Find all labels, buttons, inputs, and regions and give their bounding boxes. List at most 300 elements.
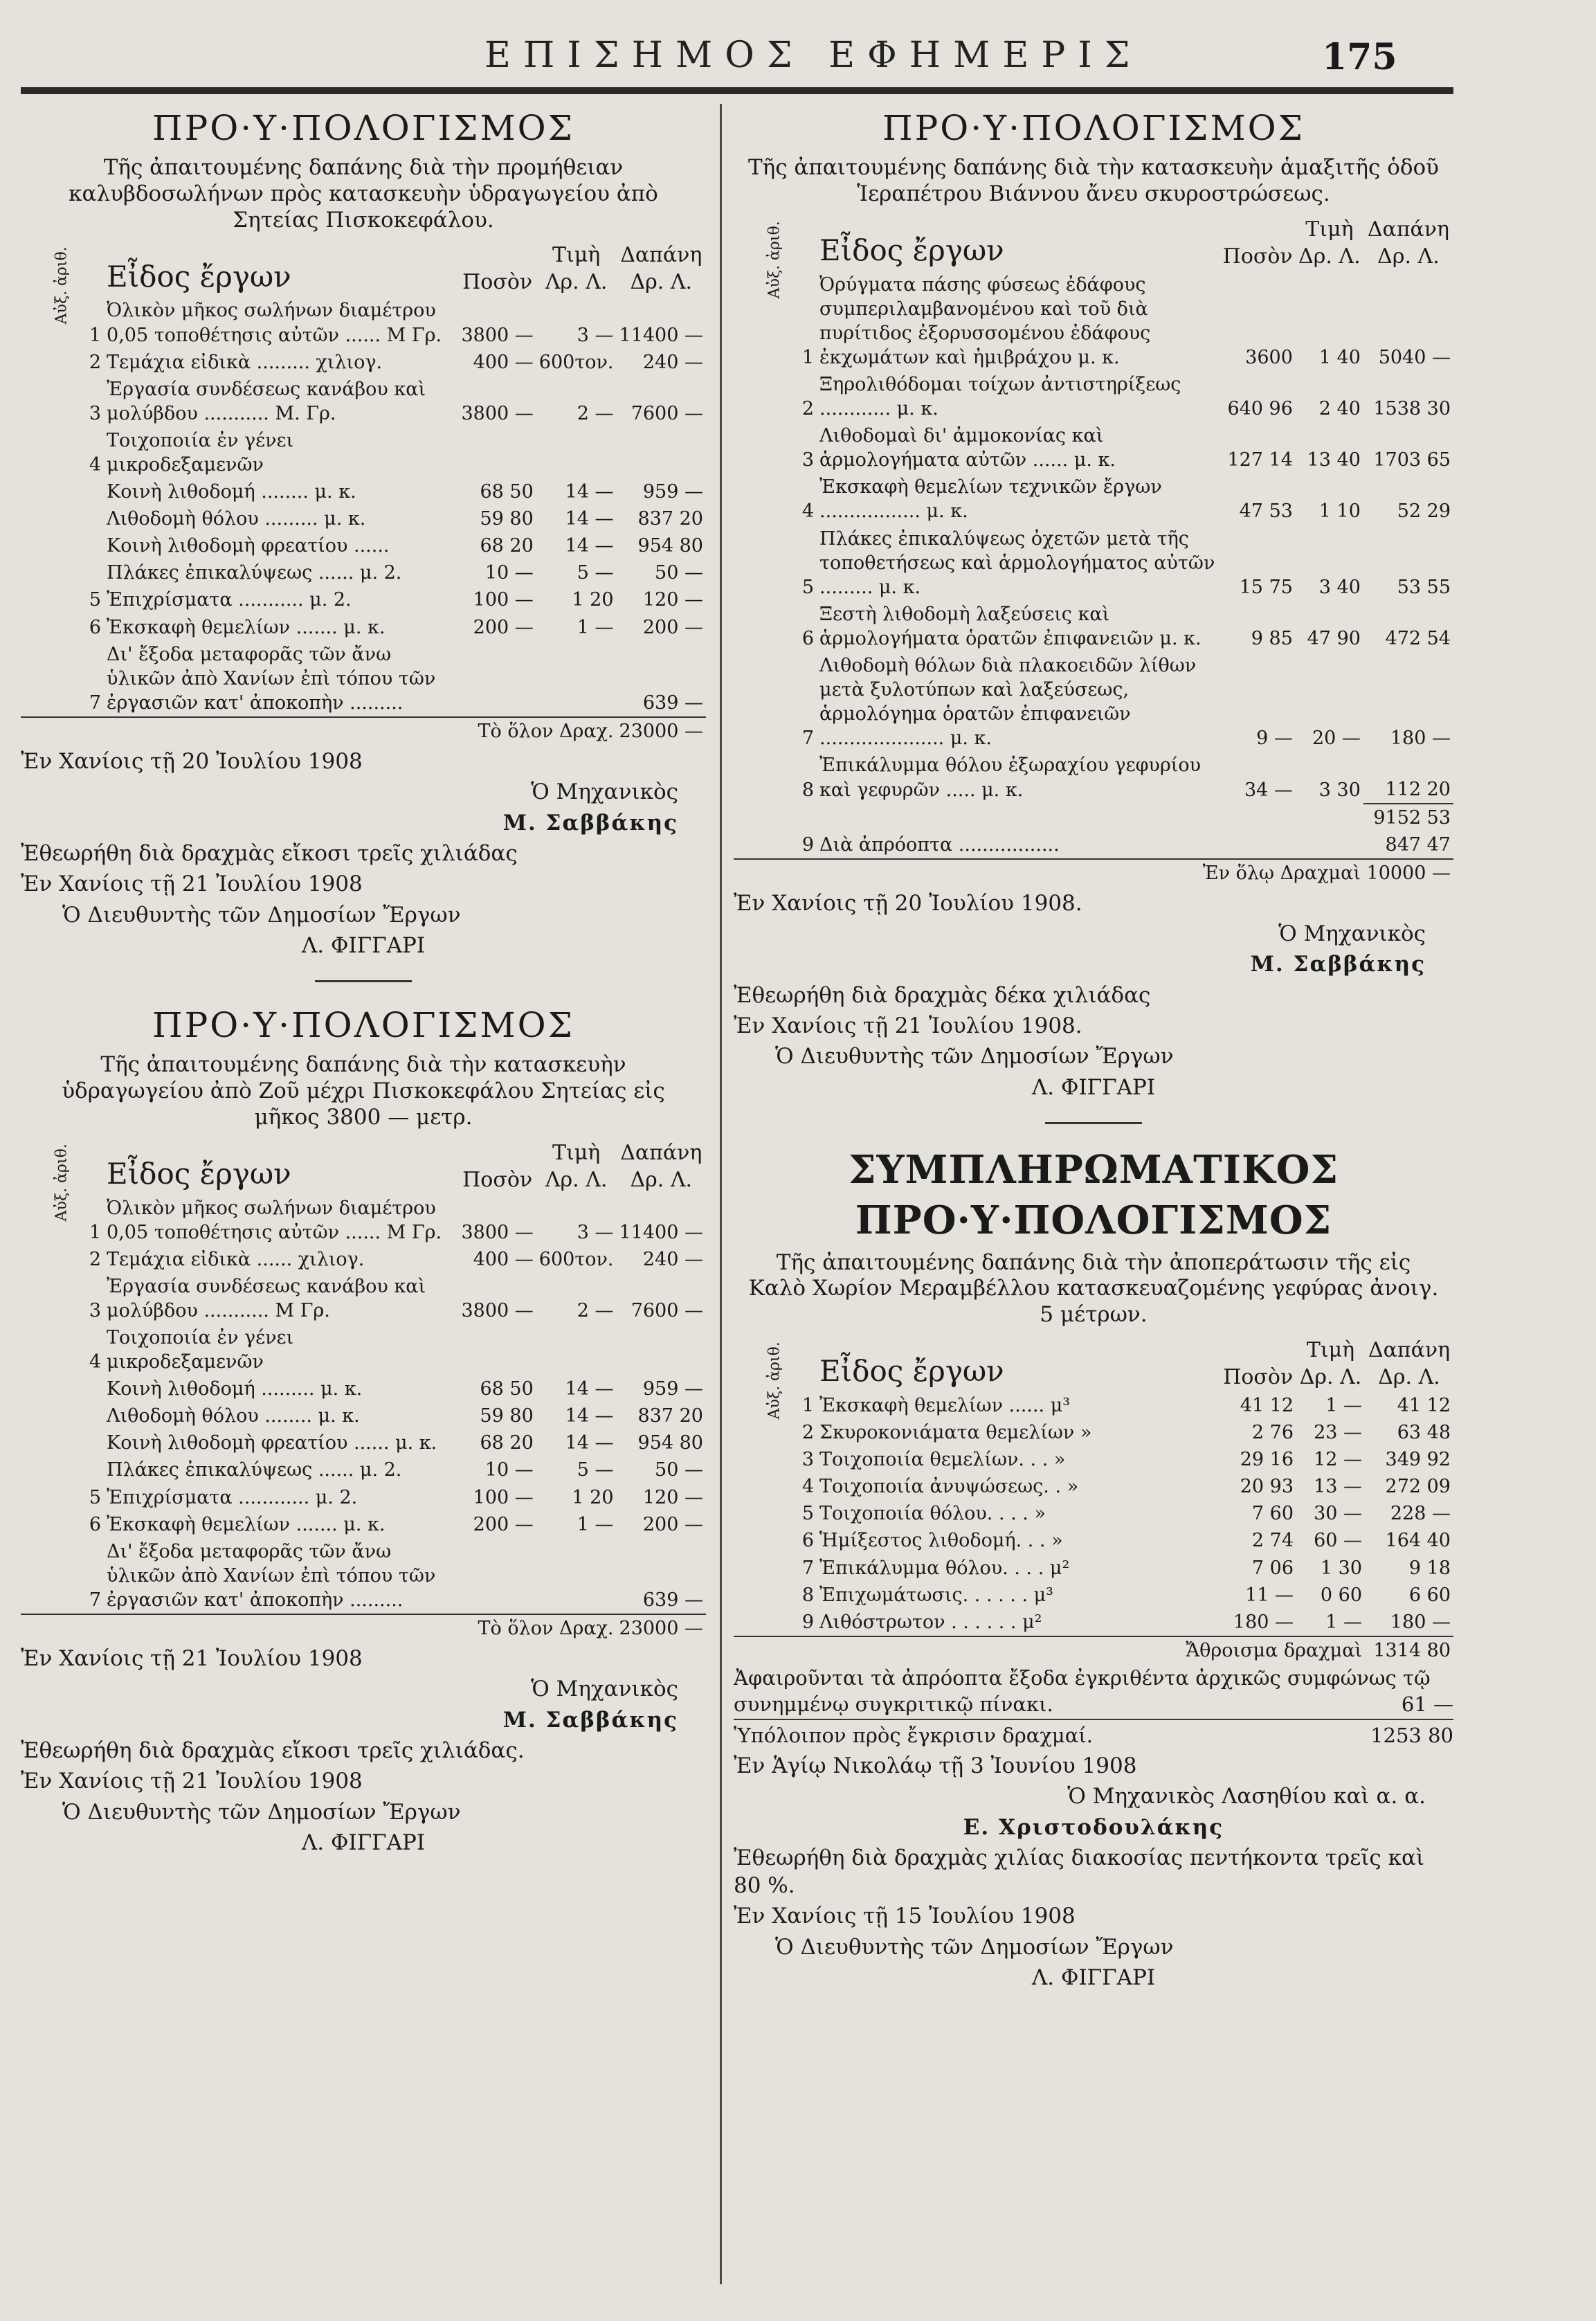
item-number: 5 xyxy=(801,1503,815,1525)
table-row xyxy=(21,427,706,478)
table-row xyxy=(734,1555,1453,1582)
table-row xyxy=(21,1456,706,1483)
item-description: Ἐργασία συνδέσεως κανάβου καὶ μολύβδου ........... Μ. Γρ. xyxy=(107,378,426,424)
aux-number-header: Αὐξ. ἀριθ. xyxy=(765,1342,783,1420)
approval-text: Ἐθεωρήθη διὰ δραχμὰς εἴκοσι τρεῖς χιλιάδας xyxy=(21,840,518,866)
total-label: Ἐν ὅλῳ Δραχμαὶ xyxy=(817,859,1363,887)
remaining-value: 1253 80 xyxy=(1370,1724,1453,1748)
item-cost: 272 09 xyxy=(1385,1476,1451,1498)
item-price: 1 40 xyxy=(1318,346,1361,368)
item-quantity: 2 74 xyxy=(1251,1530,1294,1552)
item-description: Ὀλικὸν μῆκος σωλήνων διαμέτρου 0,05 τοποθέτησις αὐτῶν ...... Μ Γρ. xyxy=(107,300,442,346)
director-name: Λ. ΦΙΓΓΑΡΙ xyxy=(301,1830,426,1855)
subtotal-value: 9152 53 xyxy=(1363,804,1453,831)
item-price: 5 — xyxy=(577,1459,614,1481)
table-row xyxy=(21,505,706,532)
price-header: Τιμὴ Λρ. Λ. xyxy=(545,1140,608,1192)
item-description: Κοινὴ λιθοδομὴ φρεατίου ...... μ. κ. xyxy=(107,1432,437,1454)
table-header-row xyxy=(734,1335,1453,1392)
director-title: Ὁ Διευθυντὴς τῶν Δημοσίων Ἔργων xyxy=(62,902,461,928)
item-number: 8 xyxy=(801,1584,815,1606)
item-cost: 954 80 xyxy=(637,535,703,557)
section-separator xyxy=(315,980,412,982)
item-number xyxy=(21,478,104,505)
table-row xyxy=(21,1195,706,1246)
item-quantity: 127 14 xyxy=(1227,449,1293,471)
item-cost: 5040 — xyxy=(1378,346,1451,368)
kind-header: Εἶδος ἔργων xyxy=(819,233,1004,268)
item-price: 3 40 xyxy=(1318,576,1361,598)
item-cost: 7600 — xyxy=(631,402,703,424)
table-row xyxy=(21,1429,706,1456)
item-quantity: 11 — xyxy=(1245,1584,1294,1606)
item-price: 1 20 xyxy=(572,1486,614,1508)
total-label: Τὸ ὅλον Δραχ. xyxy=(104,1614,616,1642)
table-row xyxy=(734,1473,1453,1500)
item-quantity: 100 — xyxy=(473,589,534,611)
item-price: 3 — xyxy=(577,1221,614,1243)
table-row xyxy=(734,752,1453,803)
item-number: 3 xyxy=(89,402,102,424)
deduction-line xyxy=(734,1665,1453,1717)
item-number xyxy=(21,559,104,586)
page-number: 175 xyxy=(1322,36,1397,78)
director-name: Λ. ΦΙΓΓΑΡΙ xyxy=(1031,1074,1156,1100)
item-cost: 959 — xyxy=(642,1378,703,1400)
item-number: 2 xyxy=(801,398,815,420)
item-price: 14 — xyxy=(565,481,614,503)
item-number: 1 xyxy=(89,324,102,346)
item-price: 1 — xyxy=(577,616,614,638)
table-row xyxy=(734,1527,1453,1554)
item-quantity: 7 06 xyxy=(1251,1557,1294,1579)
budget-section-3 xyxy=(734,106,1453,1101)
item-number xyxy=(21,1429,104,1456)
item-quantity: 200 — xyxy=(473,1513,534,1535)
engineer-name: Μ. Σαββάκης xyxy=(502,810,678,836)
item-quantity: 34 — xyxy=(1244,779,1293,801)
item-quantity: 68 50 xyxy=(480,481,534,503)
section-title: ΠΡΟ·Υ·ΠΟΛΟΓΙΣΜΟΣ xyxy=(882,108,1305,148)
item-quantity: 68 20 xyxy=(480,535,534,557)
item-number: 3 xyxy=(801,449,815,471)
engineer-title: Ὁ Μηχανικὸς Λασηθίου καὶ α. α. xyxy=(1067,1784,1426,1809)
total-label: Τὸ ὅλον Δραχ. xyxy=(104,717,616,745)
director-title: Ὁ Διευθυντὴς τῶν Δημοσίων Ἔργων xyxy=(775,1934,1174,1960)
approval-date: Ἐν Χανίοις τῇ 21 Ἰουλίου 1908. xyxy=(734,1013,1082,1039)
table-row xyxy=(21,1484,706,1511)
item-quantity: 3800 — xyxy=(461,1221,534,1243)
item-price: 1 20 xyxy=(572,589,614,611)
aux-number-header: Αὐξ. ἀριθ. xyxy=(53,246,71,325)
item-price: 12 — xyxy=(1314,1449,1363,1471)
item-cost: 164 40 xyxy=(1385,1530,1451,1552)
section-title: ΠΡΟ·Υ·ΠΟΛΟΓΙΣΜΟΣ xyxy=(152,108,575,148)
place-date: Ἐν Χανίοις τῇ 21 Ἰουλίου 1908 xyxy=(21,1646,363,1672)
approval-date: Ἐν Χανίοις τῇ 15 Ἰουλίου 1908 xyxy=(734,1904,1076,1929)
subtotal-row xyxy=(734,804,1453,831)
approval-text: Ἐθεωρήθη διὰ δραχμὰς δέκα χιλιάδας xyxy=(734,982,1151,1008)
item-quantity: 2 76 xyxy=(1251,1422,1294,1444)
item-cost: 837 20 xyxy=(637,1405,703,1427)
engineer-name: Μ. Σαββάκης xyxy=(502,1707,678,1733)
item-quantity: 41 12 xyxy=(1240,1394,1294,1416)
item-description: Λιθοδομὴ θόλου ........ μ. κ. xyxy=(107,1405,360,1427)
table-row xyxy=(21,1402,706,1429)
item-description: Δι' ἔξοδα μεταφορᾶς τῶν ἄνω ὑλικῶν ἀπὸ Χανίων ἐπὶ τόπου τῶν ἐργασιῶν κατ' ἀποκοπὴν ......... xyxy=(107,643,436,714)
budget-section-1 xyxy=(21,106,706,959)
item-quantity: 180 — xyxy=(1233,1611,1294,1633)
table-row xyxy=(21,614,706,641)
header-rule xyxy=(21,87,1453,94)
section-title: ΠΡΟ·Υ·ΠΟΛΟΓΙΣΜΟΣ xyxy=(152,1005,575,1046)
total-row xyxy=(21,717,706,745)
item-quantity xyxy=(458,1324,536,1375)
table-row xyxy=(734,1582,1453,1609)
item-number: 8 xyxy=(801,779,815,801)
sum-row xyxy=(734,1636,1453,1664)
item-price: 3 30 xyxy=(1318,779,1361,801)
table-header-row xyxy=(734,215,1453,271)
item-description: Λιθοδομαὶ δι' ἀμμοκονίας καὶ ἁρμολογήματα αὐτῶν ...... μ. κ. xyxy=(819,425,1116,471)
approval-date: Ἐν Χανίοις τῇ 21 Ἰουλίου 1908 xyxy=(21,871,363,897)
item-description: Ξεστὴ λιθοδομὴ λαξεύσεις καὶ ἁρμολογήματα ὁρατῶν ἐπιφανειῶν μ. κ. xyxy=(819,603,1201,649)
item-cost: 9 18 xyxy=(1408,1557,1451,1579)
item-quantity: 29 16 xyxy=(1240,1449,1294,1471)
qty-header: Ποσὸν xyxy=(462,1167,533,1192)
item-price xyxy=(536,1324,617,1375)
item-description: Ὀλικὸν μῆκος σωλήνων διαμέτρου 0,05 τοποθέτησις αὐτῶν ...... Μ Γρ. xyxy=(107,1197,442,1243)
item-price: 5 — xyxy=(577,562,614,584)
running-head xyxy=(0,21,1596,90)
item-cost: 120 — xyxy=(642,1486,703,1508)
item-cost: 639 — xyxy=(642,1589,703,1611)
item-cost: 837 20 xyxy=(637,508,703,530)
total-row xyxy=(734,859,1453,887)
item-quantity: 68 20 xyxy=(480,1432,534,1454)
unforeseen-label: Διὰ ἀπρόοπτα ................. xyxy=(819,833,1060,856)
item-price: 13 40 xyxy=(1307,449,1361,471)
table-header-row xyxy=(21,1138,706,1195)
total-value: 23000 — xyxy=(617,717,706,745)
item-number: 1 xyxy=(801,1394,815,1416)
table-row xyxy=(734,1446,1453,1473)
item-price: 600τον. xyxy=(538,351,614,373)
cost-header: Δαπάνη Δρ. Λ. xyxy=(1367,217,1450,269)
item-number xyxy=(21,505,104,532)
item-quantity: 3800 — xyxy=(461,324,534,346)
item-cost: 180 — xyxy=(1390,728,1451,750)
price-header: Τιμὴ Λρ. Λ. xyxy=(545,243,608,295)
item-number: 3 xyxy=(801,1449,815,1471)
item-number: 2 xyxy=(801,1422,815,1444)
item-number: 4 xyxy=(89,454,102,476)
item-cost: 53 55 xyxy=(1397,576,1451,598)
table-row xyxy=(734,1609,1453,1636)
table-row xyxy=(21,641,706,717)
item-number: 5 xyxy=(801,576,815,598)
item-price: 1 30 xyxy=(1320,1557,1363,1579)
table-row xyxy=(21,297,706,348)
item-quantity: 9 85 xyxy=(1251,627,1293,649)
item-description: Τοιχοποιία ἀνυψώσεως. . » xyxy=(819,1476,1079,1498)
table-row xyxy=(21,1246,706,1273)
item-quantity: 47 53 xyxy=(1239,500,1293,523)
section-separator xyxy=(1045,1122,1142,1124)
item-number xyxy=(21,1456,104,1483)
item-number: 1 xyxy=(801,346,815,368)
place-date: Ἐν Χανίοις τῇ 20 Ἰουλίου 1908. xyxy=(734,890,1082,916)
section-description: Τῆς ἀπαιτουμένης δαπάνης διὰ τὴν ἀποπεράτωσιν τῆς εἰς Καλὸ Χωρίον Μεραμβέλλου κατασκευαζομένης γεφύρας ἀνοιγ. 5 μέτρων. xyxy=(748,1249,1439,1328)
item-quantity: 68 50 xyxy=(480,1378,534,1400)
item-description: Τεμάχια εἰδικὰ ...... χιλιογ. xyxy=(107,1248,365,1270)
director-name: Λ. ΦΙΓΓΑΡΙ xyxy=(1031,1965,1156,1991)
qty-header: Ποσὸν xyxy=(1223,1364,1294,1389)
item-description: Τοιχοποιία θόλου. . . . » xyxy=(819,1503,1046,1525)
section-description: Τῆς ἀπαιτουμένης δαπάνης διὰ τὴν προμήθειαν καλυβδοσωλήνων πρὸς κατασκευὴν ὑδραγωγείου ἀπὸ Σητείας Πισκοκεφάλου. xyxy=(69,155,658,233)
item-price: 14 — xyxy=(565,1378,614,1400)
item-cost: 472 54 xyxy=(1385,627,1451,649)
item-number: 6 xyxy=(801,627,815,649)
item-number: 4 xyxy=(89,1351,102,1373)
table-row xyxy=(734,601,1453,652)
table-row xyxy=(21,1273,706,1324)
item-quantity: 10 — xyxy=(484,562,534,584)
item-description: Ἐκσκαφὴ θεμελίων τεχνικῶν ἔργων ................. μ. κ. xyxy=(819,476,1162,523)
item-description: Ἐπιχρίσματα ............ μ. 2. xyxy=(107,1486,358,1508)
item-number: 6 xyxy=(89,1513,102,1535)
item-description: Ἐπικάλυμμα θόλου ἐξωραχίου γεφυρίου καὶ γεφυρῶν ..... μ. κ. xyxy=(819,755,1201,801)
item-description: Ἐκσκαφὴ θεμελίων ....... μ. κ. xyxy=(107,1513,386,1535)
budget-table xyxy=(21,240,706,745)
table-row xyxy=(734,1419,1453,1446)
item-price: 47 90 xyxy=(1307,627,1361,649)
item-price: 14 — xyxy=(565,508,614,530)
item-number: 4 xyxy=(801,500,815,523)
budget-table xyxy=(734,1335,1453,1664)
approval-date: Ἐν Χανίοις τῇ 21 Ἰουλίου 1908 xyxy=(21,1769,363,1794)
total-value: 23000 — xyxy=(617,1614,706,1642)
table-header-row xyxy=(21,240,706,297)
item-number: 9 xyxy=(801,1611,815,1633)
director-title: Ὁ Διευθυντὴς τῶν Δημοσίων Ἔργων xyxy=(62,1799,461,1825)
item-price: 2 — xyxy=(577,402,614,424)
total-row xyxy=(21,1614,706,1642)
item-quantity: 400 — xyxy=(473,1248,534,1270)
unforeseen-value: 847 47 xyxy=(1385,833,1451,856)
remaining-line xyxy=(734,1719,1453,1749)
item-quantity: 100 — xyxy=(473,1486,534,1508)
item-number: 7 xyxy=(801,728,815,750)
budget-table xyxy=(21,1138,706,1643)
item-quantity: 7 60 xyxy=(1251,1503,1294,1525)
item-description: Ἡμίξεστος λιθοδομή. . . » xyxy=(819,1530,1063,1552)
item-cost: 240 — xyxy=(642,351,703,373)
right-column xyxy=(734,100,1453,1994)
item-description: Τοιχοποιία ἐν γένει μικροδεξαμενῶν xyxy=(107,429,294,476)
item-price xyxy=(536,641,617,717)
item-cost: 1703 65 xyxy=(1373,449,1451,471)
table-row xyxy=(21,1375,706,1402)
item-quantity: 15 75 xyxy=(1239,576,1293,598)
engineer-title: Ὁ Μηχανικὸς xyxy=(1278,921,1426,947)
item-description: Ἐκσκαφὴ θεμελίων ...... μ³ xyxy=(819,1394,1071,1416)
item-price: 1 10 xyxy=(1318,500,1361,523)
item-cost: 240 — xyxy=(642,1248,703,1270)
item-price: 1 — xyxy=(577,1513,614,1535)
director-title: Ὁ Διευθυντὴς τῶν Δημοσίων Ἔργων xyxy=(775,1044,1174,1069)
item-description: Πλάκες ἐπικαλύψεως ...... μ. 2. xyxy=(107,562,402,584)
item-cost: 954 80 xyxy=(637,1432,703,1454)
item-number: 7 xyxy=(801,1557,815,1579)
item-price: 14 — xyxy=(565,535,614,557)
item-description: Τοιχοποιία ἐν γένει μικροδεξαμενῶν xyxy=(107,1327,294,1373)
item-description: Κοινὴ λιθοδομὴ φρεατίου ...... xyxy=(107,535,390,557)
item-number xyxy=(21,1402,104,1429)
item-price: 2 — xyxy=(577,1299,614,1321)
item-description: Ἐκσκαφὴ θεμελίων ....... μ. κ. xyxy=(107,616,386,638)
item-quantity xyxy=(458,641,536,717)
item-description: Ἐργασία συνδέσεως κανάβου καὶ μολύβδου ........... Μ Γρ. xyxy=(107,1275,426,1321)
item-number: 5 xyxy=(89,1486,102,1508)
qty-header: Ποσὸν xyxy=(1222,244,1293,269)
item-cost xyxy=(617,1324,706,1375)
qty-header: Ποσὸν xyxy=(462,270,533,295)
item-price: 60 — xyxy=(1314,1530,1363,1552)
item-cost: 200 — xyxy=(642,1513,703,1535)
item-description: Τοιχοποιία θεμελίων. . . » xyxy=(819,1449,1066,1471)
table-row xyxy=(734,473,1453,525)
item-cost: 50 — xyxy=(655,1459,703,1481)
place-date: Ἐν Ἁγίῳ Νικολάῳ τῇ 3 Ἰουνίου 1908 xyxy=(734,1753,1137,1778)
item-description: Κοινὴ λιθοδομή ......... μ. κ. xyxy=(107,1378,363,1400)
item-price: 23 — xyxy=(1314,1422,1363,1444)
table-row xyxy=(21,1511,706,1538)
item-number: 7 xyxy=(89,1589,102,1611)
item-description: Πλάκες ἐπικαλύψεως ...... μ. 2. xyxy=(107,1459,402,1481)
table-row xyxy=(21,376,706,427)
item-price: 1 — xyxy=(1325,1611,1363,1633)
item-price: 13 — xyxy=(1314,1476,1363,1498)
item-price: 30 — xyxy=(1314,1503,1363,1525)
cost-header: Δαπάνη Δρ. Λ. xyxy=(1368,1337,1451,1389)
item-cost: 180 — xyxy=(1390,1611,1451,1633)
item-description: Σκυροκονιάματα θεμελίων » xyxy=(819,1422,1092,1444)
item-description: Ἐπικάλυμμα θόλου. . . . μ² xyxy=(819,1557,1070,1579)
table-row xyxy=(734,1392,1453,1419)
item-cost: 959 — xyxy=(642,481,703,503)
table-row xyxy=(734,271,1453,371)
item-price: 14 — xyxy=(565,1405,614,1427)
item-quantity xyxy=(458,427,536,478)
budget-section-2 xyxy=(21,1003,706,1857)
item-price: 600τον. xyxy=(538,1248,614,1270)
item-cost: 112 20 xyxy=(1385,778,1451,800)
table-row xyxy=(21,1538,706,1614)
engineer-name: Ε. Χριστοδουλάκης xyxy=(963,1814,1224,1840)
item-number: 6 xyxy=(89,616,102,638)
item-cost: 41 12 xyxy=(1397,1394,1451,1416)
item-price: 20 — xyxy=(1312,728,1361,750)
table-row xyxy=(734,525,1453,601)
item-number: 4 xyxy=(801,1476,815,1498)
place-date: Ἐν Χανίοις τῇ 20 Ἰουλίου 1908 xyxy=(21,749,363,775)
item-description: Λιθοδομὴ θόλων διὰ πλακοειδῶν λίθων μετὰ ξυλοτύπων καὶ λαξεύσεως, ἁρμολόγημα ὁρατῶν ἐπιφανειῶν ..................... μ. κ. xyxy=(819,655,1197,750)
item-cost: 7600 — xyxy=(631,1299,703,1321)
item-number: 2 xyxy=(89,1248,102,1270)
item-quantity: 200 — xyxy=(473,616,534,638)
table-row xyxy=(734,371,1453,422)
newspaper-title: ΕΠΙΣΗΜΟΣ ΕΦΗΜΕΡΙΣ xyxy=(484,35,1143,76)
item-cost: 1538 30 xyxy=(1373,398,1451,420)
item-cost: 6 60 xyxy=(1408,1584,1451,1606)
item-cost: 228 — xyxy=(1390,1503,1451,1525)
budget-section-4 xyxy=(734,1145,1453,1992)
item-number: 5 xyxy=(89,589,102,611)
item-description: Πλάκες ἐπικαλύψεως ὀχετῶν μετὰ τῆς τοποθετήσεως καὶ ἁρμολογήματος αὐτῶν ......... μ. κ. xyxy=(819,527,1215,598)
engineer-name: Μ. Σαββάκης xyxy=(1250,952,1426,977)
sum-value: 1314 80 xyxy=(1365,1636,1453,1664)
engineer-title: Ὁ Μηχανικὸς xyxy=(531,779,678,805)
item-cost: 50 — xyxy=(655,562,703,584)
item-quantity: 59 80 xyxy=(480,508,534,530)
kind-header: Εἶδος ἔργων xyxy=(107,259,291,293)
approval-text: Ἐθεωρήθη διὰ δραχμὰς εἴκοσι τρεῖς χιλιάδας. xyxy=(21,1738,525,1764)
item-price xyxy=(536,1538,617,1614)
item-cost: 11400 — xyxy=(619,324,703,346)
item-number: 3 xyxy=(89,1299,102,1321)
remaining-label: Ὑπόλοιπον πρὸς ἔγκρισιν δραχμαί. xyxy=(734,1724,1093,1748)
item-number xyxy=(21,1375,104,1402)
item-description: Ξηρολιθόδομαι τοίχων ἀντιστηρίξεως ............ μ. κ. xyxy=(819,374,1181,420)
cost-header: Δαπάνη Δρ. Λ. xyxy=(620,1140,702,1192)
item-price: 2 40 xyxy=(1318,398,1361,420)
item-price: 0 60 xyxy=(1320,1584,1363,1606)
budget-table xyxy=(734,215,1453,887)
aux-number-header: Αὐξ. ἀριθ. xyxy=(53,1144,71,1222)
table-row xyxy=(21,1324,706,1375)
table-row xyxy=(21,349,706,376)
deduction-value: 61 — xyxy=(1401,1692,1453,1716)
item-quantity: 10 — xyxy=(484,1459,534,1481)
item-cost: 120 — xyxy=(642,589,703,611)
section-description: Τῆς ἀπαιτουμένης δαπάνης διὰ τὴν κατασκευὴν ἁμαξιτῆς ὁδοῦ Ἱεραπέτρου Βιάννου ἄνευ σκυροστρώσεως. xyxy=(747,155,1440,206)
item-cost: 11400 — xyxy=(619,1221,703,1243)
item-description: Δι' ἔξοδα μεταφορᾶς τῶν ἄνω ὑλικῶν ἀπὸ Χανίων ἐπὶ τόπου τῶν ἐργασιῶν κατ' ἀποκοπὴν ......... xyxy=(107,1540,436,1611)
item-cost: 639 — xyxy=(642,692,703,714)
item-quantity: 9 — xyxy=(1256,728,1293,750)
item-description: Ὀρύγματα πάσης φύσεως ἐδάφους συμπεριλαμβανομένου καὶ τοῦ διὰ πυρίτιδος ἐξορυσσομένου ἐδάφους ἐκχωμάτων καὶ ἡμιβράχου μ. κ. xyxy=(819,273,1151,368)
item-number: 2 xyxy=(89,351,102,373)
aux-number-header: Αὐξ. ἀριθ. xyxy=(765,220,783,298)
table-row xyxy=(21,478,706,505)
table-row xyxy=(734,422,1453,473)
price-header: Τιμὴ Δρ. Λ. xyxy=(1298,217,1361,269)
price-header: Τιμὴ Δρ. Λ. xyxy=(1299,1337,1362,1389)
unforeseen-row: 9 Διὰ ἀπρόοπτα ................. 847 47 xyxy=(734,831,1453,859)
item-description: Τεμάχια εἰδικὰ ......... χιλιογ. xyxy=(107,351,383,373)
item-quantity xyxy=(458,1538,536,1614)
deduction-text: Ἀφαιροῦνται τὰ ἀπρόοπτα ἔξοδα ἐγκριθέντα ἀρχικῶς συμφώνως τῷ συνημμένῳ συγκριτικῷ πίνακι. xyxy=(734,1665,1431,1716)
item-cost xyxy=(617,427,706,478)
item-quantity: 3800 — xyxy=(461,402,534,424)
item-quantity: 20 93 xyxy=(1240,1476,1294,1498)
item-quantity: 59 80 xyxy=(480,1405,534,1427)
item-cost: 349 92 xyxy=(1385,1449,1451,1471)
kind-header: Εἶδος ἔργων xyxy=(819,1354,1004,1389)
table-row xyxy=(21,586,706,613)
cost-header: Δαπάνη Δρ. Λ. xyxy=(620,243,702,295)
